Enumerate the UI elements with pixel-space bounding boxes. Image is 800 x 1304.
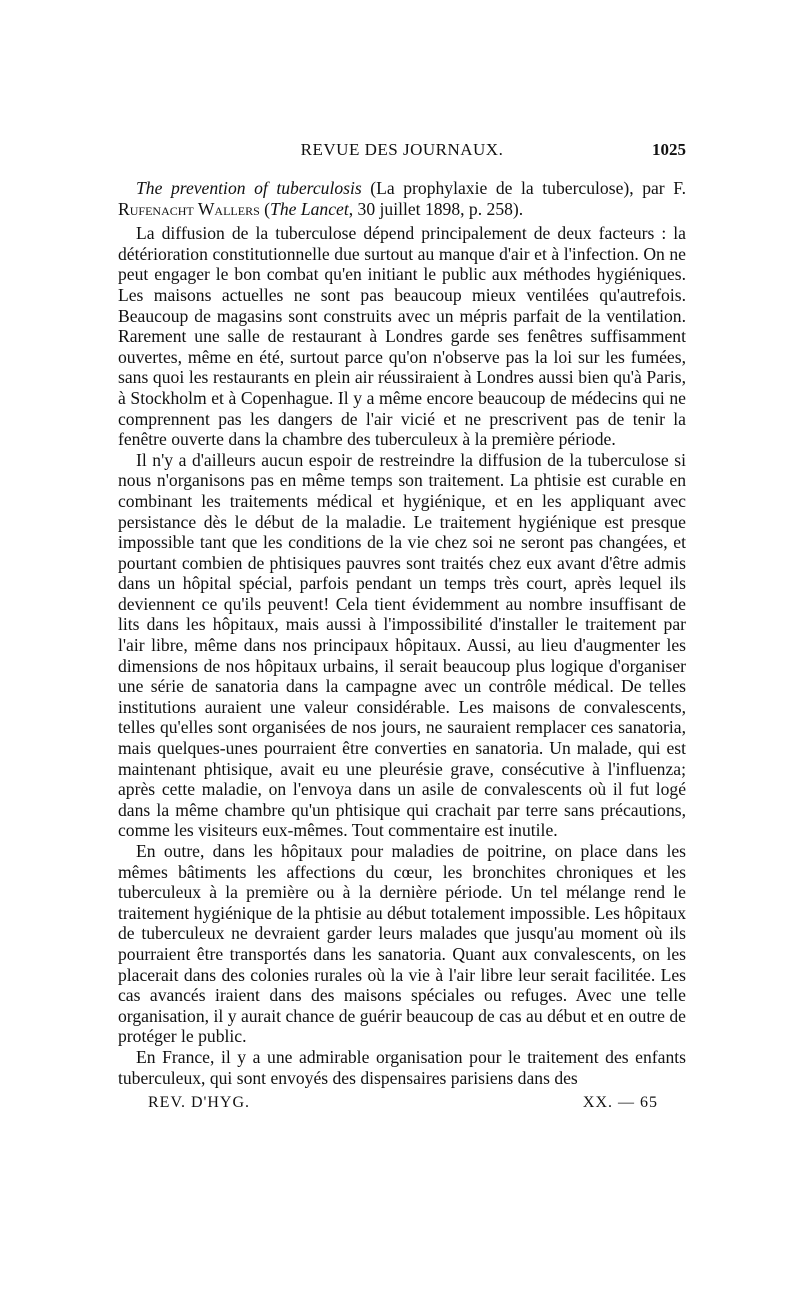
source-details: , 30 juillet 1898, p. 258). bbox=[348, 198, 524, 219]
page-footer bbox=[118, 1094, 686, 1118]
body-paragraph-4: En France, il y a une admirable organisation pour le traitement des enfants tuberculeux, qui sont envoyés des dispensaires parisiens dans des bbox=[118, 1046, 686, 1088]
article-translation: (La prophylaxie de la tuberculose), par bbox=[361, 178, 674, 198]
running-title: REVUE DES JOURNAUX. bbox=[300, 140, 504, 159]
running-header bbox=[118, 140, 686, 164]
page-number: 1025 bbox=[652, 140, 686, 159]
article-title: The prevention of tuberculosis bbox=[136, 178, 362, 198]
body-paragraph-3: En outre, dans les hôpitaux pour maladies de poitrine, on place dans les mêmes bâtiments les affections du cœur, les bronchites chroniques et les tuberculeux à la première ou à la dernière période. Un tel mélange rend le traitement hygiénique de la phtisie au début totalement impossible. Les hôpitaux de tuberculeux ne devraient garder leurs malades que jusqu'au moment où ils pourraient être transportés dans les sanatoria. Quant aux convalescents, on les placerait dans des colonies rurales où la vie à l'air libre leur serait facilitée. Les cas avancés iraient dans des maisons spéciales ou refuges. Avec une telle organisation, il y aurait chance de guérir beaucoup de cas au début et en outre de protéger le public. bbox=[118, 841, 686, 1047]
page bbox=[118, 140, 686, 1118]
body-paragraph-1: La diffusion de la tuberculose dépend principalement de deux facteurs : la détérioration constitutionnelle due surtout au manque d'air et à l'infection. On ne peut engager le bon combat qu'en initiant le public aux méthodes hygiéniques. Les maisons actuelles ne sont pas beaucoup mieux ventilées qu'autrefois. Beaucoup de magasins sont construits avec un mépris parfait de la ventilation. Rarement une salle de restaurant à Londres garde ses fenêtres suffisamment ouvertes, même en été, surtout parce qu'on n'observe pas la loi sur les fumées, sans quoi les restaurants en plein air réussiraient à Londres aussi bien qu'à Paris, à Stockholm et à Copenhague. Il y a même encore beaucoup de médecins qui ne comprennent pas les dangers de l'air vicié et ne prescrivent pas de tenir la fenêtre ouverte dans la chambre des tuberculeux à la première période. bbox=[118, 223, 686, 450]
author-initial: F. bbox=[673, 178, 687, 198]
article-author: Rufenacht Wallers bbox=[118, 198, 260, 219]
body-paragraph-2: Il n'y a d'ailleurs aucun espoir de restreindre la diffusion de la tuberculose si nous n'organisons pas en même temps son traitement. La phtisie est curable en combinant les traitements médical et hygiénique, et en les appliquant avec persistance dès le début de la maladie. Le traitement hygiénique est presque impossible tant que les conditions de la vie chez soi ne seront pas changées, et pourtant combien de phtisiques pauvres sont traités chez eux avant d'être admis dans un hôpital spécial, parfois pendant un temps très court, après lequel ils deviennent ce qu'ils peuvent! Cela tient évidemment au nombre insuffisant de lits dans les hôpitaux, mais aussi à l'impossibilité d'installer le traitement par l'air libre, même dans nos principaux hôpitaux. Aussi, au lieu d'augmenter les dimensions de nos hôpitaux urbains, il serait beaucoup plus logique d'organiser une série de sanatoria dans la campagne avec un contrôle médical. De telles institutions auraient une valeur considérable. Les maisons de convalescents, telles qu'elles sont organisées de nos jours, ne sauraient remplacer ces sanatoria, mais quelques-unes pourraient être converties en sanatoria. Un malade, qui est maintenant phtisique, avait eu une pleurésie grave, consécutive à l'influenza; après cette maladie, on l'envoya dans un asile de convalescents où il fut logé dans la même chambre qu'un phtisique qui crachait par terre sans précautions, comme les visiteurs eux-mêmes. Tout commentaire est inutile. bbox=[118, 449, 686, 841]
signature-mark: REV. D'HYG. bbox=[148, 1094, 251, 1112]
volume-sheet-number: XX. — 65 bbox=[582, 1094, 658, 1112]
source-open: ( bbox=[259, 198, 271, 219]
article-citation bbox=[118, 178, 686, 219]
journal-name: The Lancet bbox=[270, 198, 349, 219]
